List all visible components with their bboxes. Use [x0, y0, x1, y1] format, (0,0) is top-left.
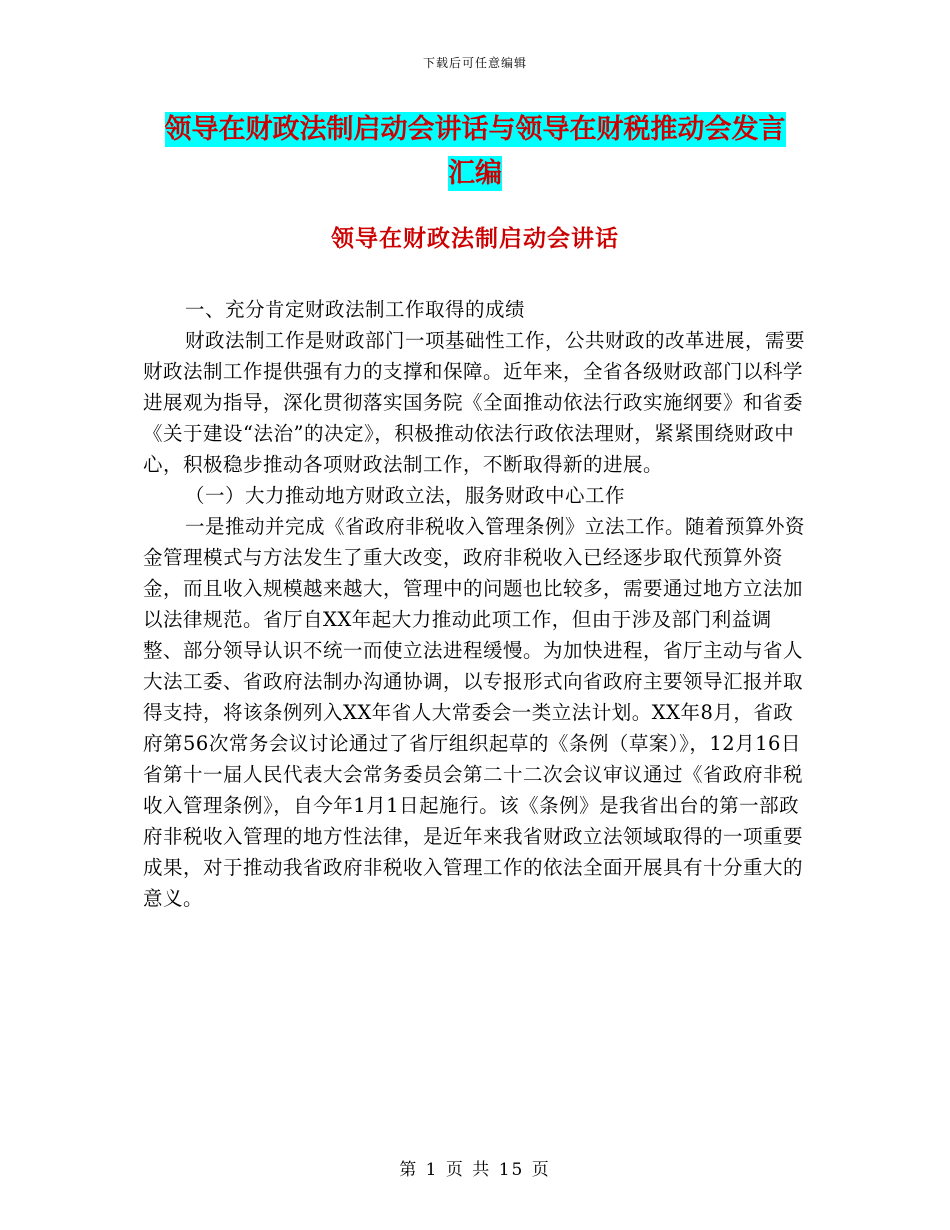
- heading-2: （一）大力推动地方财政立法，服务财政中心工作: [185, 484, 626, 507]
- page-footer: 第 1 页 共 15 页: [399, 1160, 551, 1180]
- document-title-line1: 领导在财政法制启动会讲话与领导在财税推动会发言: [164, 114, 786, 145]
- header-note: 下载后可任意编辑: [422, 56, 527, 70]
- section-title: 领导在财政法制启动会讲话: [331, 225, 619, 252]
- document-title: [0, 108, 950, 196]
- document-body: [143, 294, 811, 914]
- heading-1: 一、充分肯定财政法制工作取得的成绩: [185, 298, 526, 321]
- paragraph-1: 财政法制工作是财政部门一项基础性工作，公共财政的改革进展，需要财政法制工作提供强有力的支撑和保障。近年来，全省各级财政部门以科学进展观为指导，深化贯彻落实国务院《全面推动依法行政实施纲要》和省委《关于建设“法治”的决定》，积极推动依法行政依法理财，紧紧围绕财政中心，积极稳步推动各项财政法制工作，不断取得新的进展。: [143, 329, 806, 476]
- document-title-line2: 汇编: [448, 158, 502, 189]
- paragraph-2: 一是推动并完成《省政府非税收入管理条例》立法工作。随着预算外资金管理模式与方法发生了重大改变，政府非税收入已经逐步取代预算外资金，而且收入规模越来越大，管理中的问题也比较多，需要通过地方立法加以法律规范。省厅自XX年起大力推动此项工作，但由于涉及部门利益调整、部分领导认识不统一而使立法进程缓慢。为加快进程，省厅主动与省人大法工委、省政府法制办沟通协调，以专报形式向省政府主要领导汇报并取得支持，将该条例列入XX年省人大常委会一类立法计划。XX年8月，省政府第56次常务会议讨论通过了省厅组织起草的《条例（草案）》，12月16日省第十一届人民代表大会常务委员会第二十二次会议审议通过《省政府非税收入管理条例》，自今年1月1日起施行。该《条例》是我省出台的第一部政府非税收入管理的地方性法律，是近年来我省财政立法领域取得的一项重要成果，对于推动我省政府非税收入管理工作的依法全面开展具有十分重大的意义。: [143, 515, 806, 910]
